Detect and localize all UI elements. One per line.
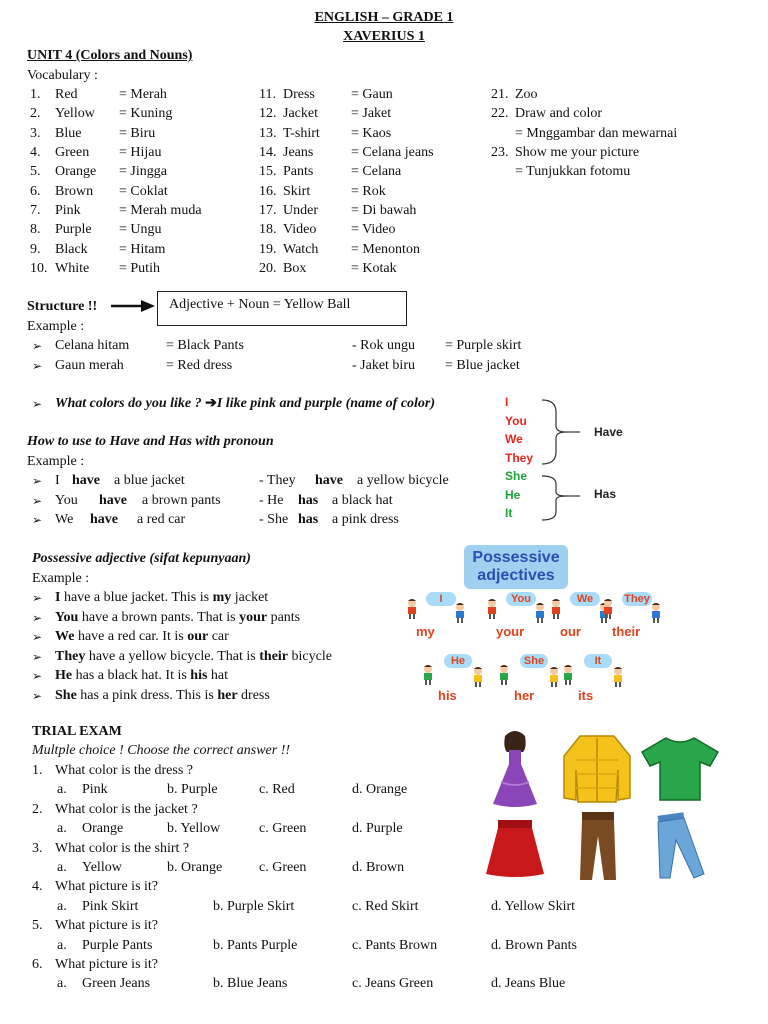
subject: She xyxy=(55,687,77,703)
subject: They xyxy=(55,648,86,664)
vocab-word: Dress xyxy=(283,87,315,102)
colors-question xyxy=(55,394,435,413)
option-d: d. Orange xyxy=(352,782,408,798)
child-figure-icon xyxy=(484,598,500,620)
vocab-word: Draw and color xyxy=(515,106,603,122)
possessive-sentence xyxy=(55,666,228,685)
vocab-number: 2. xyxy=(30,106,41,122)
poster-pronoun: It xyxy=(584,654,612,668)
vocab-word: Red xyxy=(55,87,78,102)
possessive-word: our xyxy=(187,629,209,644)
purple-dress-icon xyxy=(475,728,555,808)
sentence-text: has a pink dress. This is xyxy=(76,687,218,703)
vocab-word: Purple xyxy=(55,222,92,238)
vocab-number: 7. xyxy=(30,203,41,219)
vocab-number: 9. xyxy=(30,241,41,257)
poster-pronoun: He xyxy=(444,654,472,668)
option-d: d. Brown xyxy=(352,860,405,875)
possessive-example-label: Example : xyxy=(32,571,90,586)
vocab-number: 22. xyxy=(491,106,509,122)
question-text: What color is the dress ? xyxy=(55,763,194,778)
vocab-meaning: = Hitam xyxy=(119,241,166,257)
red-skirt-icon xyxy=(484,818,546,878)
vocab-number: 21. xyxy=(491,87,509,102)
option-c: c. Red Skirt xyxy=(352,898,419,914)
object: a red car xyxy=(137,512,186,527)
vocab-word: Orange xyxy=(55,164,97,180)
vocab-word: Jacket xyxy=(283,106,318,122)
option-d: d. Jeans Blue xyxy=(491,976,566,992)
vocab-meaning: = Menonton xyxy=(351,241,420,257)
vocab-number: 17. xyxy=(259,203,277,219)
poster-pronoun: We xyxy=(570,592,600,606)
vocab-number: 14. xyxy=(259,145,277,161)
option-letter: a. xyxy=(57,937,67,953)
vocab-number: 6. xyxy=(30,183,41,199)
vocab-meaning: = Hijau xyxy=(119,145,162,161)
child-figure-icon xyxy=(452,602,468,624)
question-text: What picture is it? xyxy=(55,918,159,934)
colors-question-text: What colors do you like ? xyxy=(55,396,202,411)
bullet-arrow-icon: ➢ xyxy=(32,493,43,508)
question-number: 1. xyxy=(32,763,43,778)
option-c: c. Green xyxy=(259,860,307,875)
bullet-arrow-icon: ➢ xyxy=(32,339,43,353)
pronoun: - They xyxy=(259,473,296,488)
vocab-meaning: = Merah xyxy=(119,87,167,102)
pronoun: We xyxy=(55,512,74,527)
verb: has xyxy=(298,492,319,508)
example-english: = Black Pants xyxy=(166,338,244,353)
vocab-meaning: = Kaos xyxy=(351,125,392,141)
child-figure-icon xyxy=(560,664,576,686)
vocab-number: 11. xyxy=(259,87,276,102)
vocab-meaning: = Jaket xyxy=(351,106,392,122)
option-c: c. Jeans Green xyxy=(352,976,434,992)
child-figure-icon xyxy=(470,666,486,688)
sentence-text: hat xyxy=(207,668,229,683)
have-has-title: How to use to Have and Has with pronoun xyxy=(27,434,274,449)
vocab-word: Blue xyxy=(55,125,82,141)
sentence-text: pants xyxy=(267,609,301,625)
vocab-meaning: = Di bawah xyxy=(351,203,417,219)
subject: You xyxy=(55,609,79,625)
vocab-number: 23. xyxy=(491,145,509,161)
option-d: d. Yellow Skirt xyxy=(491,898,576,914)
vocab-number: 12. xyxy=(259,106,277,122)
bullet-arrow-icon: ➢ xyxy=(32,669,43,683)
pronoun: - He xyxy=(259,492,284,508)
vocab-meaning: = Jingga xyxy=(119,164,167,180)
structure-formula: Adjective + Noun = Yellow Ball xyxy=(169,297,351,312)
vocab-meaning: = Mnggambar dan mewarnai xyxy=(515,125,678,141)
vocab-meaning: = Gaun xyxy=(351,87,393,102)
doc-title-line2: XAVERIUS 1 xyxy=(343,29,425,44)
possessive-sentence xyxy=(55,686,270,705)
sentence-text: jacket xyxy=(231,590,269,605)
bullet-arrow-icon: ➢ xyxy=(32,630,43,644)
pronoun-have: We xyxy=(505,432,523,446)
vocab-number: 13. xyxy=(259,125,277,141)
sentence-text: have a red car. It is xyxy=(74,629,188,644)
sentence-text: car xyxy=(208,629,229,644)
sentence-text: has a black hat. It is xyxy=(72,668,191,683)
example-english: = Blue jacket xyxy=(445,358,520,373)
structure-formula-box xyxy=(157,291,407,326)
verb: have xyxy=(90,512,118,527)
verb: have xyxy=(315,473,343,488)
pronoun: You xyxy=(55,492,78,508)
option-a: Pink Skirt xyxy=(82,898,139,914)
pronoun: I xyxy=(55,473,60,488)
vocab-word: Show me your picture xyxy=(515,145,640,161)
vocab-word: Jeans xyxy=(283,145,314,161)
vocab-meaning: = Tunjukkan fotomu xyxy=(515,164,631,180)
exam-title: TRIAL EXAM xyxy=(32,724,122,739)
sentence-text: dress xyxy=(237,687,270,703)
pronoun: - She xyxy=(259,512,289,527)
subject: We xyxy=(55,629,75,644)
vocab-word: Under xyxy=(283,203,318,219)
vocab-word: Brown xyxy=(55,183,94,199)
example-english: = Red dress xyxy=(166,358,233,373)
option-b: b. Purple xyxy=(167,782,218,798)
option-letter: a. xyxy=(57,860,67,875)
possessive-word: your xyxy=(239,609,268,625)
vocab-word: T-shirt xyxy=(283,125,320,141)
doc-title-line1: ENGLISH – GRADE 1 xyxy=(314,10,454,25)
vocab-number: 3. xyxy=(30,125,41,141)
possessive-word: her xyxy=(217,687,238,703)
vocab-number: 20. xyxy=(259,261,277,277)
bullet-arrow-icon: ➢ xyxy=(32,474,43,488)
option-letter: a. xyxy=(57,821,67,837)
pronoun-has: She xyxy=(505,469,528,483)
poster-adjective: their xyxy=(612,624,641,639)
vocab-meaning: = Rok xyxy=(351,183,386,199)
vocab-word: Box xyxy=(283,261,307,277)
vocab-meaning: = Kuning xyxy=(119,106,173,122)
bullet-arrow-icon: ➢ xyxy=(32,591,43,605)
question-number: 6. xyxy=(32,957,43,972)
possessive-sentence xyxy=(55,647,332,666)
vocab-word: Zoo xyxy=(515,87,538,102)
bullet-arrow-icon: ➢ xyxy=(32,610,43,625)
object: a blue jacket xyxy=(114,473,185,488)
vocab-word: Green xyxy=(55,145,90,161)
example-indonesian: - Jaket biru xyxy=(352,358,415,373)
option-a: Green Jeans xyxy=(82,976,151,992)
bullet-arrow-icon: ➢ xyxy=(32,359,43,373)
option-letter: a. xyxy=(57,976,67,992)
vocab-meaning: = Celana jeans xyxy=(351,145,434,161)
verb: has xyxy=(298,512,319,527)
child-figure-icon xyxy=(420,664,436,686)
poster-title xyxy=(464,545,568,589)
poster-pronoun: You xyxy=(506,592,536,606)
object: a brown pants xyxy=(142,492,221,508)
option-c: c. Red xyxy=(259,782,295,798)
possessive-sentence xyxy=(55,588,268,607)
subject: He xyxy=(55,668,73,683)
bullet-arrow-icon: ➢ xyxy=(32,397,43,411)
pronoun-has: It xyxy=(505,506,513,520)
poster-pronoun: She xyxy=(520,654,548,668)
child-figure-icon xyxy=(496,664,512,686)
option-c: c. Pants Brown xyxy=(352,937,438,953)
possessive-poster xyxy=(400,540,650,710)
sentence-text: have a yellow bicycle. That is xyxy=(85,648,260,664)
vocab-meaning: = Ungu xyxy=(119,222,162,238)
object: a yellow bicycle xyxy=(357,473,449,488)
option-d: d. Purple xyxy=(352,821,403,837)
poster-pronoun: They xyxy=(622,592,652,606)
label-has: Has xyxy=(594,487,617,501)
option-c: c. Green xyxy=(259,821,307,837)
question-number: 5. xyxy=(32,918,43,934)
poster-title-line1: Possessive xyxy=(472,549,560,566)
option-letter: a. xyxy=(57,898,67,914)
sentence-text: bicycle xyxy=(288,648,332,664)
vocab-number: 19. xyxy=(259,241,277,257)
arrow-right-icon xyxy=(111,298,155,314)
bullet-arrow-icon: ➢ xyxy=(32,513,43,527)
child-figure-icon xyxy=(548,598,564,620)
question-text: What color is the shirt ? xyxy=(55,840,190,856)
vocab-word: Yellow xyxy=(55,106,95,122)
poster-adjective: your xyxy=(496,624,525,639)
unit-title: UNIT 4 (Colors and Nouns) xyxy=(27,48,193,63)
vocab-meaning: = Video xyxy=(351,222,396,238)
sentence-text: have a brown pants. That is xyxy=(78,609,240,625)
question-number: 3. xyxy=(32,840,43,856)
question-text: What color is the jacket ? xyxy=(55,801,198,817)
vocab-meaning: = Kotak xyxy=(351,261,397,277)
possessive-title: Possessive adjective (sifat kepunyaan) xyxy=(32,551,251,566)
blue-jeans-icon xyxy=(654,812,712,880)
possessive-word: their xyxy=(259,648,289,664)
option-b: b. Blue Jeans xyxy=(213,976,288,992)
possessive-word: his xyxy=(190,668,208,683)
pronoun-have: I xyxy=(505,395,509,409)
pronoun-has: He xyxy=(505,487,521,502)
object: a black hat xyxy=(332,492,393,508)
poster-title-line2: adjectives xyxy=(477,567,555,584)
child-figure-icon xyxy=(610,666,626,688)
question-number: 2. xyxy=(32,801,43,817)
vocab-word: Watch xyxy=(283,241,319,257)
option-a: Orange xyxy=(82,821,124,837)
object: a pink dress xyxy=(332,512,399,527)
poster-pronoun: I xyxy=(426,592,456,606)
vocab-meaning: = Celana xyxy=(351,164,402,180)
possessive-sentence xyxy=(55,608,300,627)
vocab-word: Pink xyxy=(55,203,81,219)
example-indonesian: Gaun merah xyxy=(55,358,124,373)
possessive-sentence xyxy=(55,627,229,646)
vocab-word: Video xyxy=(283,222,317,238)
vocab-number: 16. xyxy=(259,183,277,199)
option-a: Pink xyxy=(82,782,108,798)
example-indonesian: - Rok ungu xyxy=(352,338,415,353)
option-a: Yellow xyxy=(82,860,122,875)
child-figure-icon xyxy=(648,602,664,624)
vocab-number: 5. xyxy=(30,164,41,180)
arrow-icon: ➔ xyxy=(205,396,217,411)
pronoun-have: You xyxy=(505,413,527,428)
colors-answer-text: I like pink and purple (name of color) xyxy=(216,396,436,411)
vocab-meaning: = Merah muda xyxy=(119,203,202,219)
vocab-word: Skirt xyxy=(283,183,311,199)
vocab-number: 10. xyxy=(30,261,48,277)
brace-has-icon xyxy=(540,474,580,522)
vocab-number: 4. xyxy=(30,145,41,161)
vocab-meaning: = Coklat xyxy=(119,183,168,199)
structure-example-label: Example : xyxy=(27,319,85,334)
label-have: Have xyxy=(594,425,623,439)
vocab-meaning: = Biru xyxy=(119,125,156,141)
have-has-example-label: Example : xyxy=(27,454,85,469)
bullet-arrow-icon: ➢ xyxy=(32,649,43,664)
question-text: What picture is it? xyxy=(55,879,159,895)
child-figure-icon xyxy=(532,602,548,624)
option-b: b. Orange xyxy=(167,860,223,875)
poster-adjective: our xyxy=(560,624,581,639)
option-letter: a. xyxy=(57,782,67,798)
vocab-label: Vocabulary : xyxy=(27,68,98,83)
question-text: What picture is it? xyxy=(55,957,159,972)
pronoun-have: They xyxy=(505,450,534,465)
vocab-number: 18. xyxy=(259,222,277,238)
vocab-meaning: = Putih xyxy=(119,261,160,277)
vocab-number: 8. xyxy=(30,222,41,238)
option-b: b. Purple Skirt xyxy=(213,898,295,914)
question-number: 4. xyxy=(32,879,43,895)
possessive-word: my xyxy=(212,590,232,605)
vocab-word: Pants xyxy=(283,164,314,180)
example-indonesian: Celana hitam xyxy=(55,338,130,353)
green-tshirt-icon xyxy=(640,736,720,802)
poster-adjective: my xyxy=(416,624,435,639)
option-a: Purple Pants xyxy=(82,937,153,953)
vocab-number: 1. xyxy=(30,87,41,102)
brown-pants-icon xyxy=(576,810,620,882)
option-d: d. Brown Pants xyxy=(491,937,577,953)
poster-adjective: her xyxy=(514,688,535,703)
vocab-number: 15. xyxy=(259,164,277,180)
subject: I xyxy=(55,590,61,605)
vocab-word: Black xyxy=(55,241,88,257)
child-figure-icon xyxy=(404,598,420,620)
exam-instruction: Multple choice ! Choose the correct answer !! xyxy=(32,743,291,758)
option-b: b. Yellow xyxy=(167,821,221,837)
bullet-arrow-icon: ➢ xyxy=(32,688,43,703)
structure-label: Structure !! xyxy=(27,299,98,314)
vocab-word: White xyxy=(55,261,90,277)
child-figure-icon xyxy=(600,598,616,620)
verb: have xyxy=(72,473,100,488)
poster-adjective: its xyxy=(578,688,594,703)
option-b: b. Pants Purple xyxy=(213,937,298,953)
example-english: = Purple skirt xyxy=(445,338,522,353)
sentence-text: have a blue jacket. This is xyxy=(60,590,213,605)
yellow-jacket-icon xyxy=(558,730,636,806)
brace-have-icon xyxy=(540,398,580,466)
verb: have xyxy=(99,492,127,508)
poster-adjective: his xyxy=(438,688,457,703)
